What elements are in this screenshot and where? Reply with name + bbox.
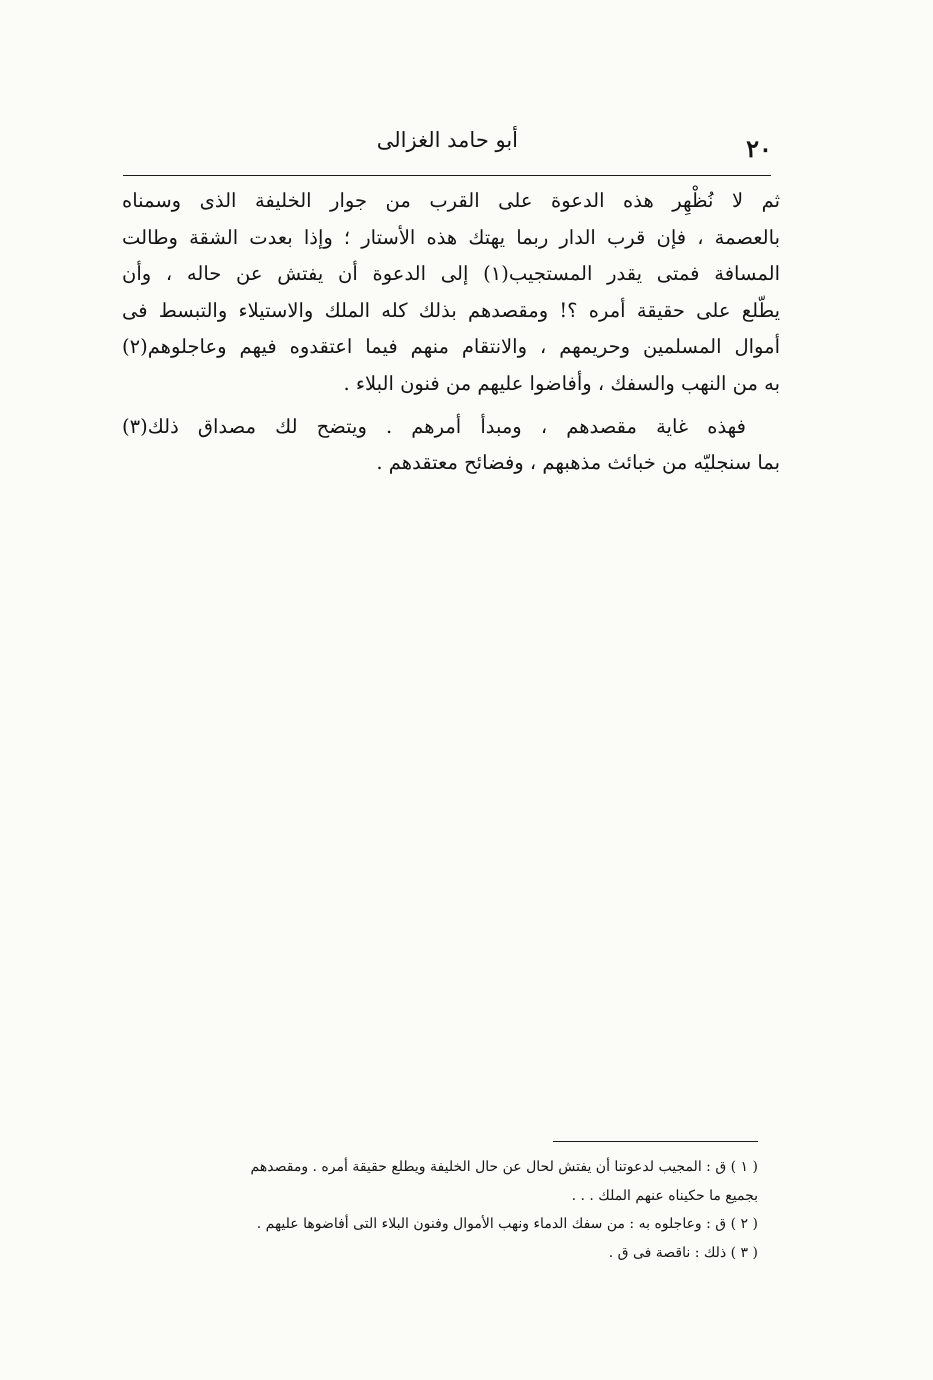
header-divider xyxy=(123,175,771,176)
text-line: يطّلع على حقيقة أمره ؟! ومقصدهم بذلك كله الملك والاستيلاء والتبسط فى xyxy=(122,298,780,322)
paragraph-2 xyxy=(122,409,780,482)
text-line: أموال المسلمين وحريمهم ، والانتقام منهم فيما اعتقدوه فيهم وعاجلوهم(٢) xyxy=(122,335,780,359)
footnotes xyxy=(98,1153,758,1267)
text-line: المسافة فمتى يقدر المستجيب(١) إلى الدعوة أن يفتش عن حاله ، وأن xyxy=(122,262,780,286)
footnote-1-continued: بجميع ما حكيناه عنهم الملك . . . xyxy=(571,1187,758,1204)
text-line: ثم لا نُظْهِر هذه الدعوة على القرب من جوار الخليفة الذى وسمناه xyxy=(122,189,780,212)
footnote-divider xyxy=(553,1141,758,1142)
text-line: بالعصمة ، فإن قرب الدار ربما يهتك هذه الأستار ؛ وإذا بعدت الشقة وطالت xyxy=(122,225,780,249)
footnote-3: ( ٣ ) ذلك : ناقصة فى ق . xyxy=(608,1244,758,1261)
footnote-2: ( ٢ ) ق : وعاجلوه به : من سفك الدماء ونهب الأموال وفنون البلاء التى أفاضوها عليهم . xyxy=(256,1216,758,1232)
page-number: ٢٠ xyxy=(746,134,772,163)
text-line: بما سنجليّه من خبائث مذهبهم ، وفضائح معتقدهم . xyxy=(376,451,780,475)
text-line: به من النهب والسفك ، وأفاضوا عليهم من فنون البلاء . xyxy=(343,371,780,395)
paragraph-1 xyxy=(122,183,780,403)
footnote-1: ( ١ ) ق : المجيب لدعوتنا أن يفتش لحال عن حال الخليفة ويطلع حقيقة أمره . ومقصدهم xyxy=(250,1159,758,1175)
running-title: أبو حامد الغزالى xyxy=(376,128,518,152)
main-text xyxy=(122,183,780,482)
text-line: فهذه غاية مقصدهم ، ومبدأ أمرهم . ويتضح لك مصداق ذلك(٣) xyxy=(122,414,746,438)
